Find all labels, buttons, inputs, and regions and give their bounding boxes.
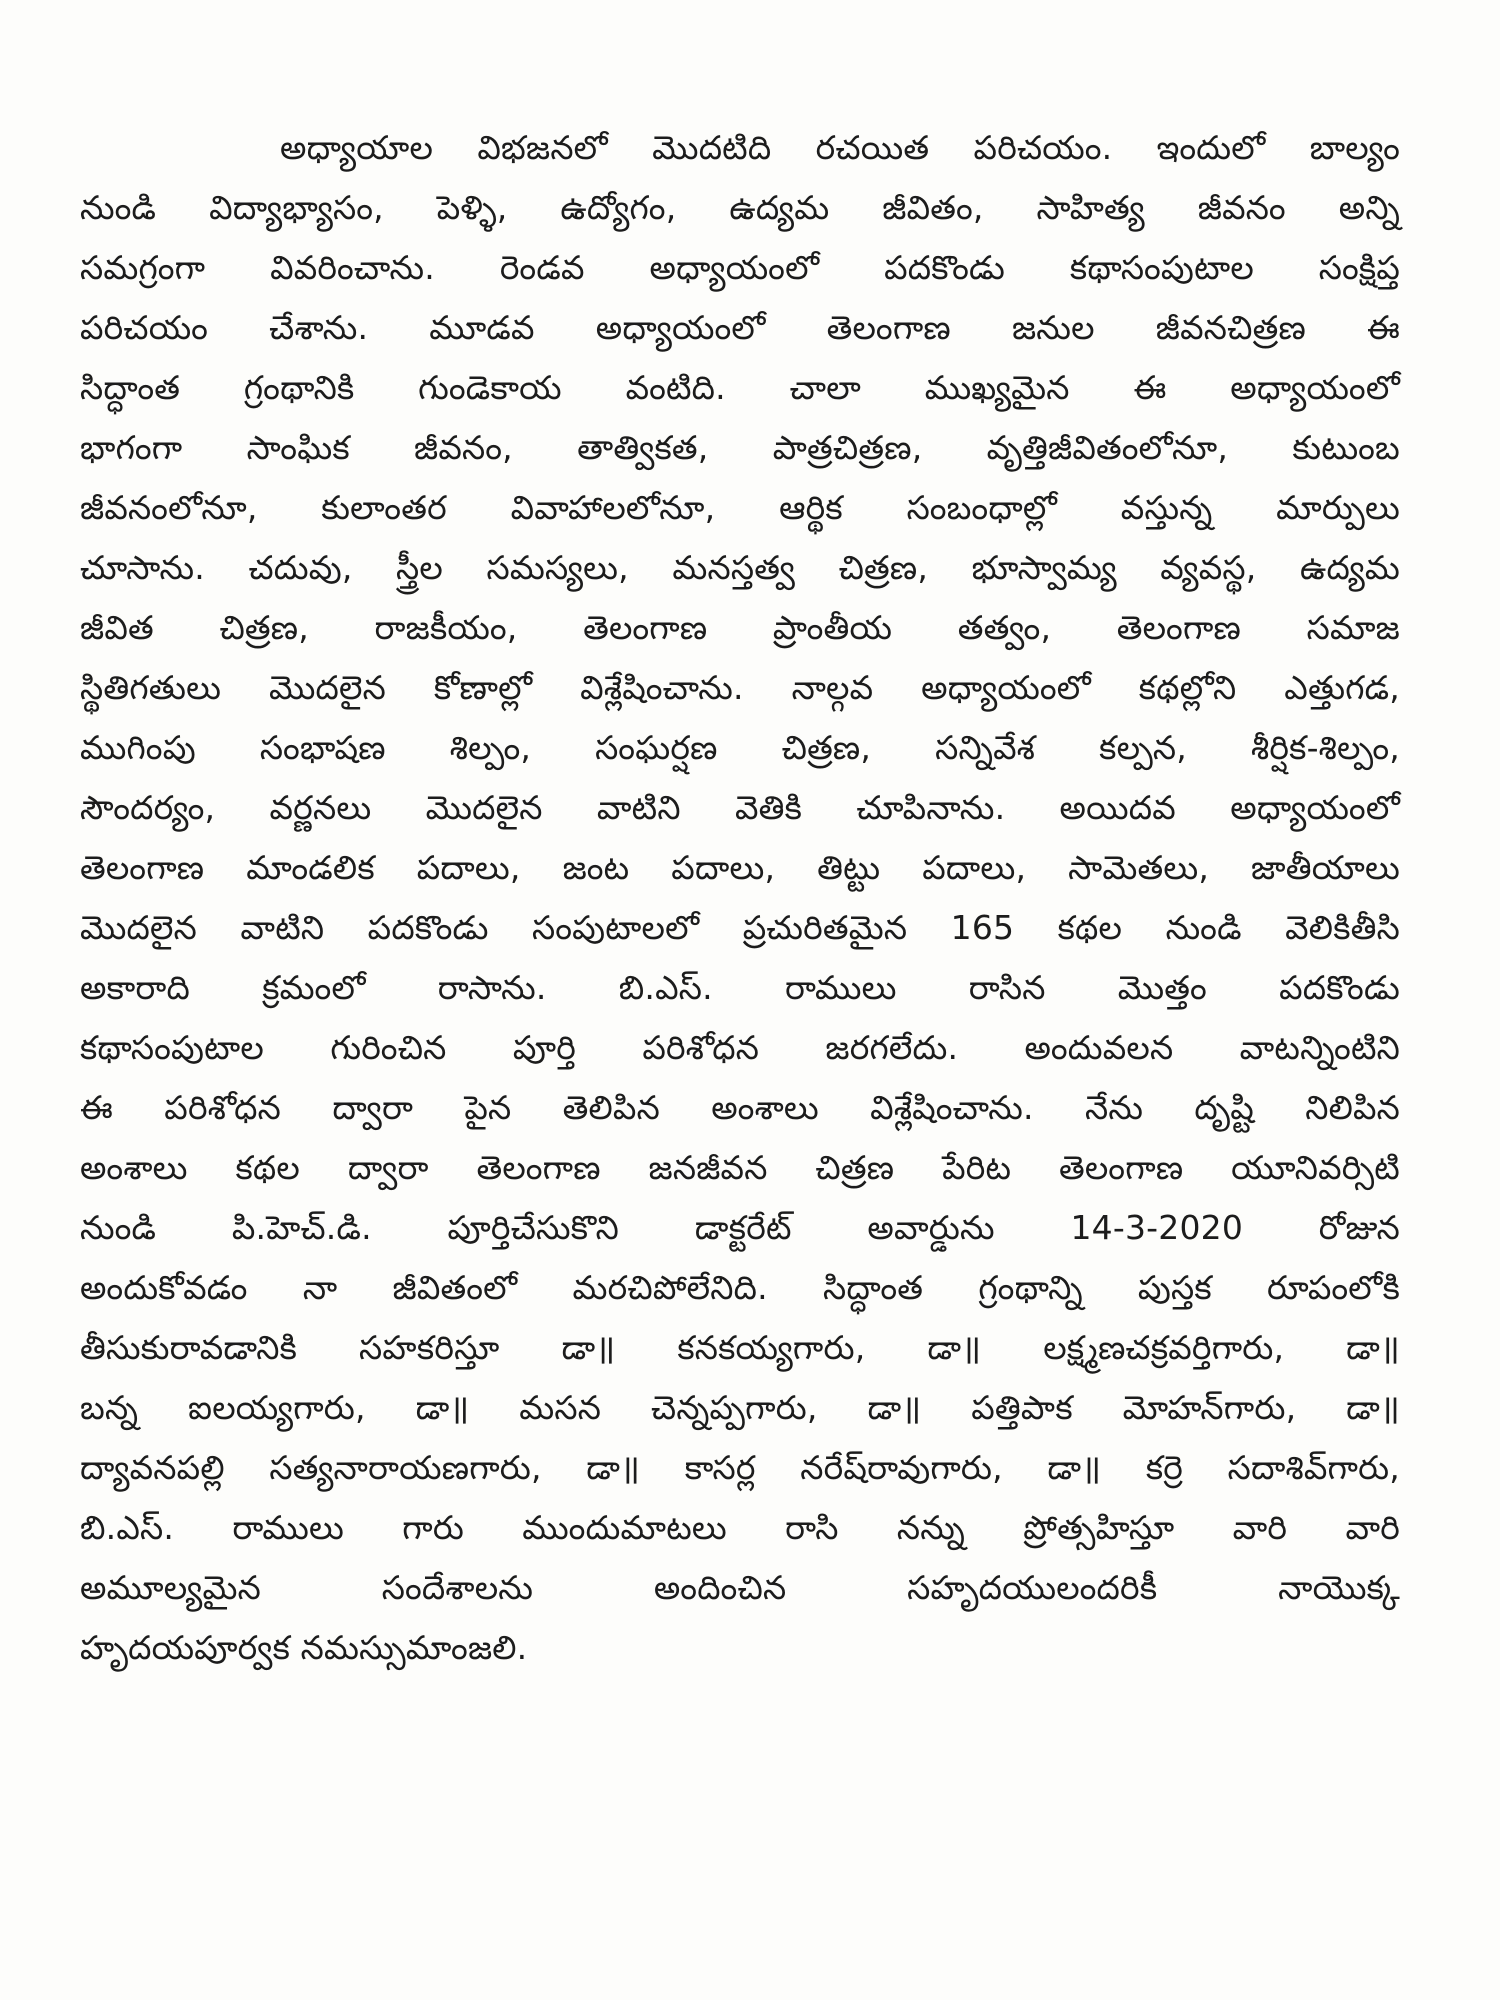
text-line: బి.ఎస్. రాములు గారు ముందుమాటలు రాసి నన్ను ప్రోత్సహిస్తూ వారి వారి (80, 1508, 1400, 1547)
text-line: హృదయపూర్వక నమస్సుమాంజలి. (80, 1628, 528, 1667)
text-line: పరిచయం చేశాను. మూడవ అధ్యాయంలో తెలంగాణ జనుల జీవనచిత్రణ ఈ (80, 308, 1400, 347)
text-line: అధ్యాయాల విభజనలో మొదటిది రచయిత పరిచయం. ఇందులో బాల్యం (280, 128, 1400, 167)
text-line: ముగింపు సంభాషణ శిల్పం, సంఘర్షణ చిత్రణ, సన్నివేశ కల్పన, శీర్షిక-శిల్పం, (80, 728, 1400, 767)
text-line: సౌందర్యం, వర్ణనలు మొదలైన వాటిని వెతికి చూపినాను. అయిదవ అధ్యాయంలో (80, 788, 1400, 827)
text-line: అమూల్యమైన సందేశాలను అందించిన సహృదయులందరికీ నాయొక్క (80, 1568, 1400, 1607)
text-line: అందుకోవడం నా జీవితంలో మరచిపోలేనిది. సిద్ధాంత గ్రంథాన్ని పుస్తక రూపంలోకి (80, 1268, 1400, 1307)
text-line: నుండి విద్యాభ్యాసం, పెళ్ళి, ఉద్యోగం, ఉద్యమ జీవితం, సాహిత్య జీవనం అన్ని (80, 188, 1400, 227)
text-line: జీవిత చిత్రణ, రాజకీయం, తెలంగాణ ప్రాంతీయ తత్వం, తెలంగాణ సమాజ (80, 608, 1400, 647)
text-line: కథాసంపుటాల గురించిన పూర్తి పరిశోధన జరగలేదు. అందువలన వాటన్నింటిని (80, 1028, 1400, 1067)
text-line: ఈ పరిశోధన ద్వారా పైన తెలిపిన అంశాలు విశ్లేషించాను. నేను దృష్టి నిలిపిన (80, 1088, 1400, 1127)
paragraph (80, 118, 1400, 1678)
text-line: అంశాలు కథల ద్వారా తెలంగాణ జనజీవన చిత్రణ పేరిట తెలంగాణ యూనివర్సిటి (80, 1148, 1400, 1187)
text-line: తెలంగాణ మాండలిక పదాలు, జంట పదాలు, తిట్టు పదాలు, సామెతలు, జాతీయాలు (80, 848, 1400, 887)
text-line: భాగంగా సాంఘిక జీవనం, తాత్వికత, పాత్రచిత్రణ, వృత్తిజీవితంలోనూ, కుటుంబ (80, 428, 1400, 467)
text-line: తీసుకురావడానికి సహకరిస్తూ డా॥ కనకయ్యగారు, డా॥ లక్ష్మణచక్రవర్తిగారు, డా॥ (80, 1328, 1400, 1367)
text-line: సిద్ధాంత గ్రంథానికి గుండెకాయ వంటిది. చాలా ముఖ్యమైన ఈ అధ్యాయంలో (80, 368, 1400, 407)
text-line: సమగ్రంగా వివరించాను. రెండవ అధ్యాయంలో పదకొండు కథాసంపుటాల సంక్షిప్త (80, 248, 1400, 287)
text-line: మొదలైన వాటిని పదకొండు సంపుటాలలో ప్రచురితమైన 165 కథల నుండి వెలికితీసి (80, 908, 1400, 947)
text-line: బన్న ఐలయ్యగారు, డా॥ మసన చెన్నప్పగారు, డా॥ పత్తిపాక మోహన్‌గారు, డా॥ (80, 1388, 1400, 1427)
text-line: చూసాను. చదువు, స్త్రీల సమస్యలు, మనస్తత్వ చిత్రణ, భూస్వామ్య వ్యవస్థ, ఉద్యమ (80, 548, 1400, 587)
text-line: నుండి పి.హెచ్.డి. పూర్తిచేసుకొని డాక్టరేట్ అవార్డును 14-3-2020 రోజున (80, 1208, 1400, 1247)
text-line: ద్యావనపల్లి సత్యనారాయణగారు, డా॥ కాసర్ల నరేష్‌రావుగారు, డా॥ కర్రె సదాశివ్‌గారు, (80, 1448, 1400, 1487)
text-line: జీవనంలోనూ, కులాంతర వివాహాలలోనూ, ఆర్థిక సంబంధాల్లో వస్తున్న మార్పులు (80, 488, 1400, 527)
text-line: అకారాది క్రమంలో రాసాను. బి.ఎస్. రాములు రాసిన మొత్తం పదకొండు (80, 968, 1400, 1007)
text-line: స్థితిగతులు మొదలైన కోణాల్లో విశ్లేషించాను. నాల్గవ అధ్యాయంలో కథల్లోని ఎత్తుగడ, (80, 668, 1400, 707)
